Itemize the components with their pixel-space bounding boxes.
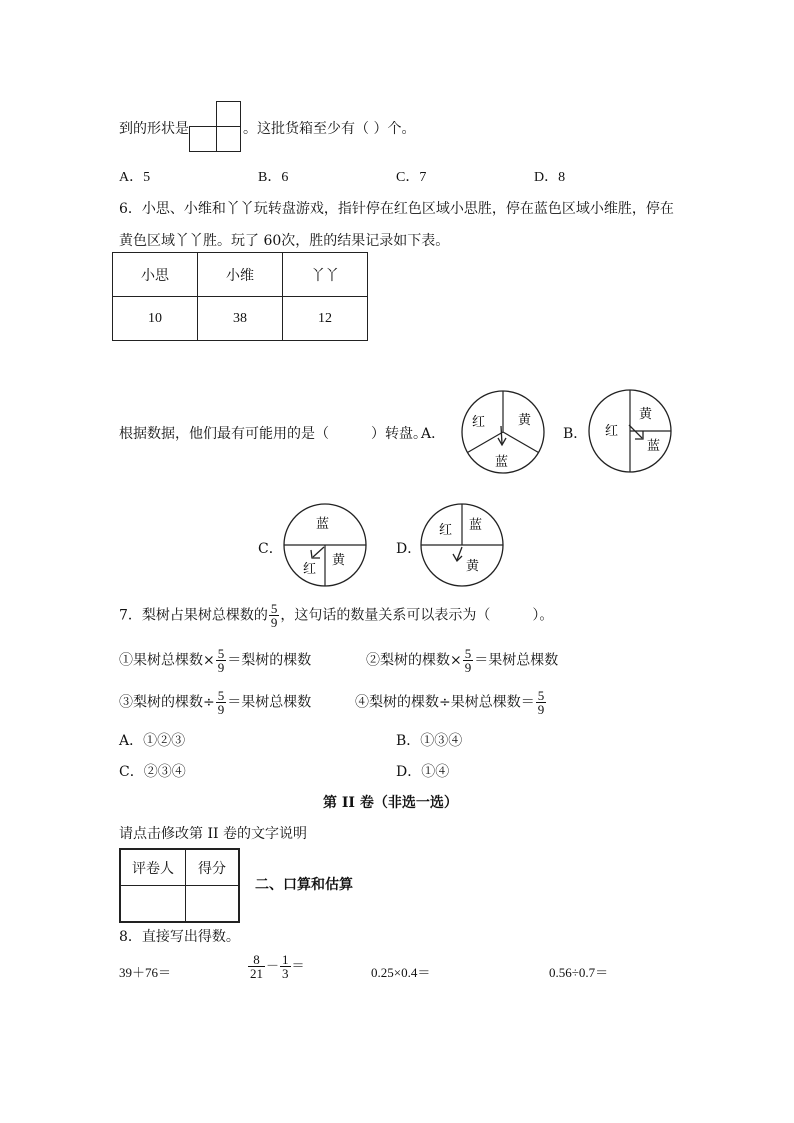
spinner-c-blue-label: 蓝 <box>316 517 330 532</box>
q8-stem: 8．直接写出得数。 <box>119 929 240 945</box>
q6-question: 根据数据，他们最有可能用的是（ ）转盘。 <box>119 426 427 442</box>
score-cell-grader[interactable] <box>120 886 186 923</box>
table-header-xiaosi: 小思 <box>113 253 198 297</box>
q6-line2: 黄色区域丫丫胜。玩了 60次，胜的结果记录如下表。 <box>119 233 450 249</box>
q8-problem-2: $\frac{8}{21}$ － $\frac{1}{3}$ ＝ <box>250 952 305 981</box>
q6-option-d-label[interactable]: D． <box>396 541 422 557</box>
table-header-yaya: 丫丫 <box>283 253 368 297</box>
section-title: 二、口算和估算 <box>255 877 353 893</box>
spinner-b[interactable] <box>587 388 673 474</box>
q7-fraction: $\frac{5}{9}$ <box>270 601 278 630</box>
q8-problem-3: 0.25×0.4＝ <box>371 965 431 980</box>
spinner-d-red-label: 红 <box>439 523 453 538</box>
score-header-score: 得分 <box>186 849 240 886</box>
q5-option-c[interactable]: C．7 <box>396 170 427 185</box>
q6-option-b-label[interactable]: B． <box>563 426 588 442</box>
spinner-d[interactable] <box>419 502 505 588</box>
q7-option-c[interactable]: C．②③④ <box>119 764 186 780</box>
table-value-yaya: 12 <box>283 297 368 341</box>
part2-note[interactable]: 请点击修改第 II 卷的文字说明 <box>119 826 307 842</box>
q5-option-b[interactable]: B．6 <box>258 170 289 185</box>
spinner-d-yellow-label: 黄 <box>466 559 480 574</box>
spinner-a-yellow-label: 黄 <box>518 413 532 428</box>
spinner-b-red-label: 红 <box>605 424 619 439</box>
table-header-xiaowei: 小维 <box>198 253 283 297</box>
table-value-xiaosi: 10 <box>113 297 198 341</box>
q7-option-b[interactable]: B．①③④ <box>396 733 463 749</box>
q7-option-d[interactable]: D．①④ <box>396 764 450 780</box>
q6-result-table <box>112 252 368 341</box>
q7-expression-3: ③梨树的棵数÷ $\frac{5}{9}$ ＝果树总棵数 <box>119 688 312 717</box>
q5-text-post: 。这批货箱至少有（ ）个。 <box>243 121 416 137</box>
q7-expression-1: ①果树总棵数× $\frac{5}{9}$ ＝梨树的棵数 <box>119 646 312 675</box>
q7-expression-4: ④梨树的棵数÷果树总棵数＝ $\frac{5}{9}$ <box>355 688 545 717</box>
score-table <box>119 848 240 923</box>
box-shape-figure <box>188 100 244 154</box>
q6-option-c-label[interactable]: C． <box>258 541 283 557</box>
q7-stem-pre: 7．梨树占果树总棵数的 <box>119 607 268 624</box>
spinner-a-red-label: 红 <box>472 415 486 430</box>
q5-option-d[interactable]: D．8 <box>534 170 566 185</box>
q7-stem <box>119 602 553 629</box>
spinner-a-blue-label: 蓝 <box>495 455 509 470</box>
score-header-grader: 评卷人 <box>120 849 186 886</box>
q5-text-pre: 到的形状是 <box>119 121 189 137</box>
q7-stem-post: ，这句话的数量关系可以表示为（ ）。 <box>280 607 554 624</box>
q5-option-a[interactable]: A．5 <box>119 170 151 185</box>
spinner-c[interactable] <box>282 502 368 588</box>
score-cell-score[interactable] <box>186 886 240 923</box>
spinner-c-yellow-label: 黄 <box>332 553 346 568</box>
q8-problem-4: 0.56÷0.7＝ <box>549 965 609 980</box>
spinner-b-blue-label: 蓝 <box>647 439 661 454</box>
spinner-c-red-label: 红 <box>303 562 317 577</box>
table-value-xiaowei: 38 <box>198 297 283 341</box>
q7-expression-2: ②梨树的棵数× $\frac{5}{9}$ ＝果树总棵数 <box>366 646 559 675</box>
spinner-d-blue-label: 蓝 <box>469 518 483 533</box>
q8-problem-1: 39＋76＝ <box>119 965 172 980</box>
q6-line1: 6．小思、小维和丫丫玩转盘游戏，指针停在红色区域小思胜，停在蓝色区域小维胜，停在 <box>119 201 674 217</box>
spinner-a[interactable] <box>458 388 548 478</box>
q6-option-a-label[interactable]: A． <box>421 426 446 442</box>
spinner-b-yellow-label: 黄 <box>639 407 653 422</box>
part2-title: 第 II 卷（非选一选） <box>323 795 458 811</box>
q7-option-a[interactable]: A．①②③ <box>119 733 186 749</box>
